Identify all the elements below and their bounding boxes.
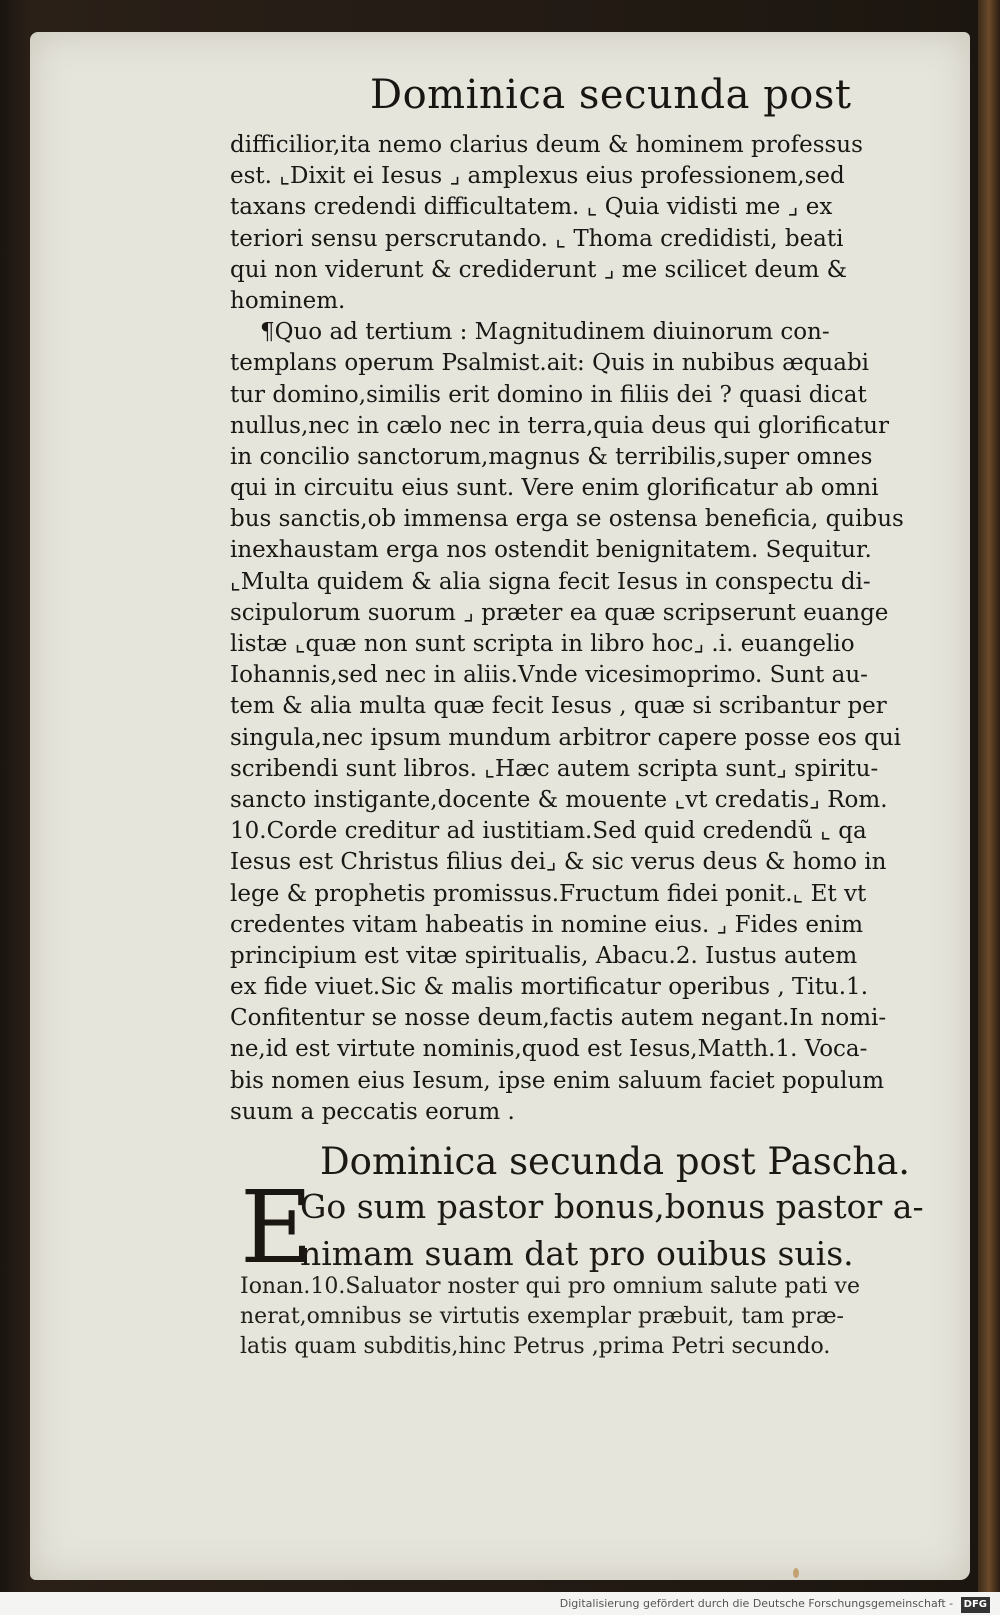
- text-line: suum a peccatis eorum .: [230, 1098, 515, 1125]
- lemma-text: [300, 1183, 950, 1277]
- text-line: taxans credendi difficultatem. ⌞ Quia vidisti me ⌟ ex: [230, 194, 833, 221]
- text-line: principium est vitæ spiritualis, Abacu.2. Iustus autem: [230, 942, 858, 969]
- page-edge: [978, 0, 1000, 1615]
- digitization-footer: [0, 1592, 1000, 1615]
- text-line: lege & prophetis promissus.Fructum fidei ponit.⌞ Et vt: [230, 880, 867, 907]
- text-line: Iohannis,sed nec in aliis.Vnde vicesimoprimo. Sunt au-: [230, 662, 868, 689]
- dfg-logo[interactable]: DFG: [961, 1597, 990, 1613]
- text-line: bis nomen eius Iesum, ipse enim saluum faciet populum: [230, 1067, 885, 1094]
- text-line: templans operum Psalmist.ait: Quis in nubibus æquabi: [230, 350, 870, 377]
- text-line: scipulorum suorum ⌟ præter ea quæ scripserunt euange: [230, 599, 889, 626]
- text-line: singula,nec ipsum mundum arbitror capere posse eos qui: [230, 724, 901, 751]
- paper-stain: [793, 1568, 799, 1578]
- text-line: nullus,nec in cælo nec in terra,quia deus qui glorificatur: [230, 412, 889, 439]
- text-line: qui non viderunt & crediderunt ⌟ me scilicet deum &: [230, 256, 848, 283]
- text-line: est. ⌞Dixit ei Iesus ⌟ amplexus eius professionem,sed: [230, 163, 845, 190]
- running-head: Dominica secunda post: [370, 72, 852, 118]
- text-line: qui in circuitu eius sunt. Vere enim glorificatur ab omni: [230, 475, 879, 502]
- commentary-line: latis quam subditis,hinc Petrus ,prima Petri secundo.: [240, 1334, 831, 1359]
- text-line: hominem.: [230, 287, 346, 314]
- lemma-line: Go sum pastor bonus,bonus pastor a-: [300, 1187, 924, 1226]
- text-line: 10.Corde creditur ad iustitiam.Sed quid credendũ ⌞ qa: [230, 818, 867, 845]
- text-line: Confitentur se nosse deum,factis autem negant.In nomi-: [230, 1005, 887, 1032]
- text-line: difficilior,ita nemo clarius deum & hominem professus: [230, 132, 863, 158]
- text-line: teriori sensu perscrutando. ⌞ Thoma credidisti, beati: [230, 225, 844, 252]
- text-line: bus sanctis,ob immensa erga se ostensa beneficia, quibus: [230, 506, 904, 533]
- text-line: ¶Quo ad tertium : Magnitudinem diuinorum con-: [260, 319, 830, 346]
- main-text: [230, 130, 950, 1128]
- text-line: credentes vitam habeatis in nomine eius. ⌟ Fides enim: [230, 911, 864, 938]
- lemma-line: nimam suam dat pro ouibus suis.: [300, 1234, 854, 1273]
- text-line: in concilio sanctorum,magnus & terribilis,super omnes: [230, 443, 873, 470]
- text-line: scribendi sunt libros. ⌞Hæc autem scripta sunt⌟ spiritu-: [230, 755, 879, 782]
- footer-text: Digitalisierung gefördert durch die Deutsche Forschungsgemeinschaft -: [559, 1597, 954, 1610]
- text-line: inexhaustam erga nos ostendit benignitatem. Sequitur.: [230, 537, 872, 564]
- commentary-text: [240, 1272, 950, 1362]
- text-line: ex fide viuet.Sic & malis mortificatur operibus , Titu.1.: [230, 974, 869, 1001]
- text-line: tem & alia multa quæ fecit Iesus , quæ si scribantur per: [230, 693, 887, 720]
- section-heading: Dominica secunda post Pascha.: [320, 1140, 911, 1183]
- text-line: listæ ⌞quæ non sunt scripta in libro hoc⌟ .i. euangelio: [230, 631, 855, 657]
- text-line: Iesus est Christus filius dei⌟ & sic verus deus & homo in: [230, 849, 887, 876]
- drop-cap: E: [240, 1169, 313, 1286]
- text-line: ne,id est virtute nominis,quod est Iesus,Matth.1. Voca-: [230, 1036, 868, 1063]
- commentary-line: Ionan.10.Saluator noster qui pro omnium salute pati ve: [240, 1274, 860, 1299]
- text-line: sancto instigante,docente & mouente ⌞vt credatis⌟ Rom.: [230, 786, 888, 813]
- text-line: tur domino,similis erit domino in filiis dei ? quasi dicat: [230, 381, 867, 408]
- text-line: ⌞Multa quidem & alia signa fecit Iesus in conspectu di-: [230, 568, 871, 595]
- commentary-line: nerat,omnibus se virtutis exemplar præbuit, tam præ-: [240, 1304, 844, 1329]
